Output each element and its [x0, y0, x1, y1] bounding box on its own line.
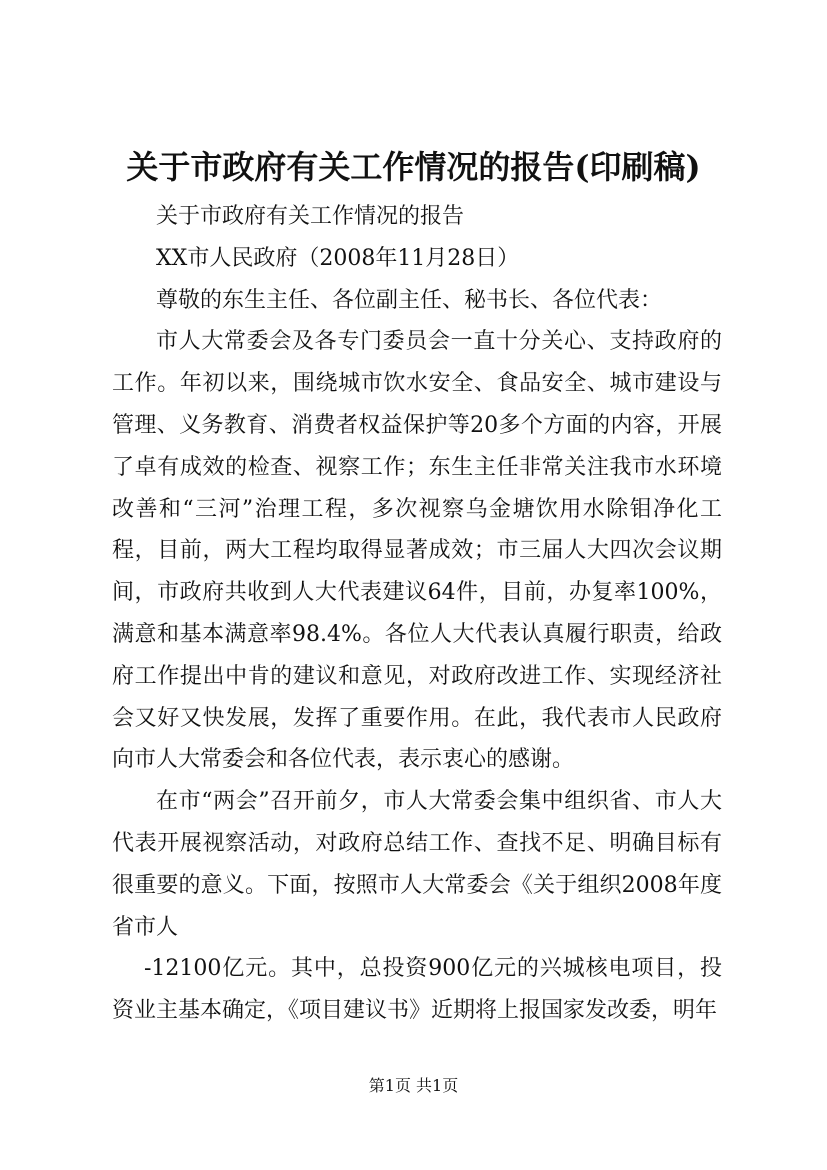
page-number-footer: 第1页 共1页: [368, 1076, 459, 1095]
body-paragraph-2: 在市“两会”召开前夕，市人大常委会集中组织省、市人大代表开展视察活动，对政府总结工作、查找不足、明确目标有很重要的意义。下面，按照市人大常委会《关于组织2008年度省市人: [112, 789, 722, 940]
body-paragraph-1: 市人大常委会及各专门委员会一直十分关心、支持政府的工作。年初以来，围绕城市饮水安全、食品安全、城市建设与管理、义务教育、消费者权益保护等20多个方面的内容，开展了卓有成效的检查、视察工作；东生主任非常关注我市水环境改善和“三河”治理工程，多次视察乌金塘饮用水除钼净化工程，目前，两大工程均取得显著成效；市三届人大四次会议期间，市政府共收到人大代表建议64件，目前，办复率100%，满意和基本满意率98.4%。各位人大代表认真履行职责，给政府工作提出中肯的建议和意见，对政府改进工作、实现经济社会又好又快发展，发挥了重要作用。在此，我代表市人民政府向市人大常委会和各位代表，表示衷心的感谢。: [112, 329, 722, 773]
salutation-paragraph: 尊敬的东生主任、各位副主任、秘书长、各位代表：: [156, 287, 663, 313]
body-paragraph-3: -12100亿元。其中，总投资900亿元的兴城核电项目，投资业主基本确定，《项目建议书》近期将上报国家发改委，明年: [112, 956, 722, 1024]
document-body: [112, 196, 722, 1032]
subtitle-paragraph: 关于市政府有关工作情况的报告: [156, 204, 465, 229]
document-title: 关于市政府有关工作情况的报告(印刷稿): [126, 148, 701, 186]
issuer-date-paragraph: XX市人民政府（2008年11月28日）: [156, 245, 520, 271]
